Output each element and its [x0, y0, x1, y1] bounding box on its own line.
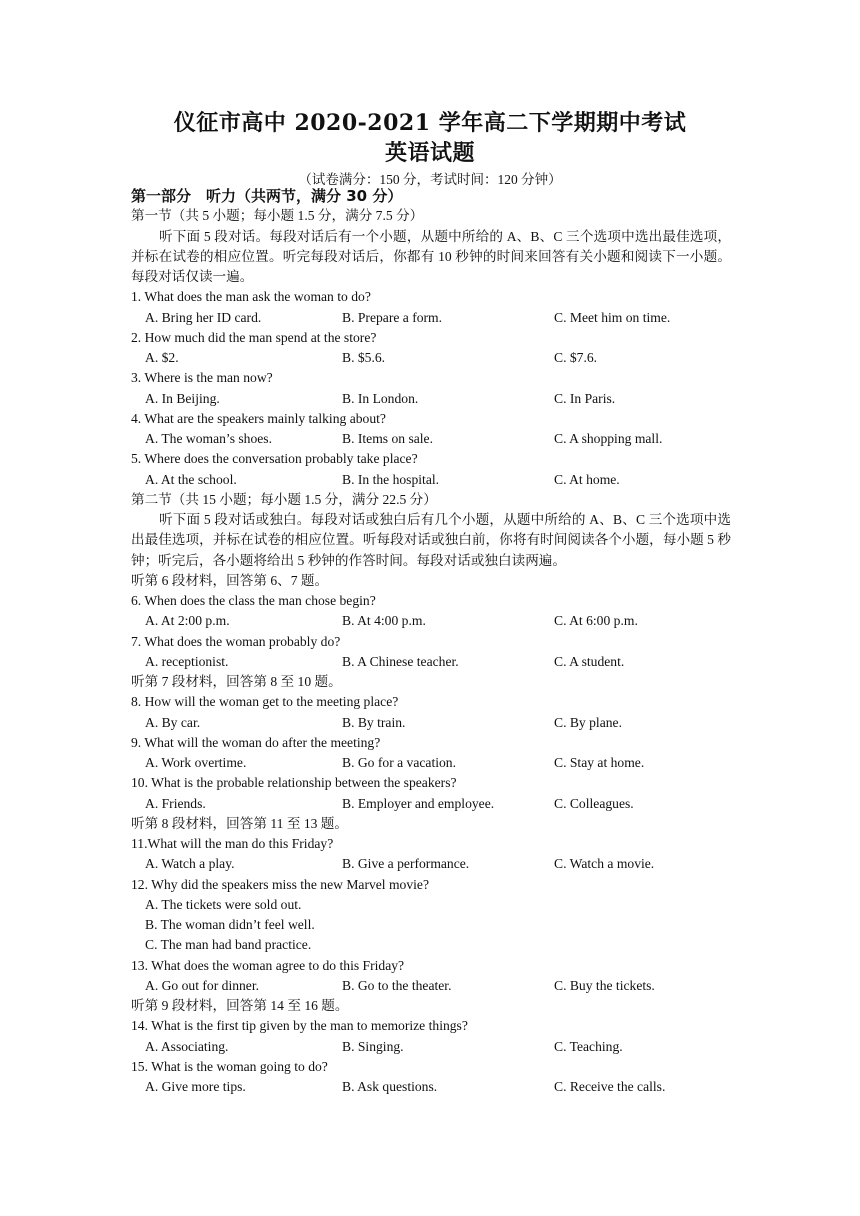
- option-c: C. Receive the calls.: [554, 1079, 666, 1094]
- option-b: B. Singing.: [342, 1038, 404, 1054]
- option-c: C. A student.: [554, 653, 625, 669]
- option-a: A. $2.: [145, 350, 179, 365]
- option-b: B. Give a performance.: [342, 856, 470, 872]
- option-c: C. $7.6.: [554, 350, 598, 365]
- question-5-options: [131, 470, 731, 490]
- option-b: B. Ask questions.: [342, 1079, 438, 1094]
- exam-info: （试卷满分：150 分，考试时间：120 分钟）: [298, 172, 562, 187]
- option-a: A. Watch a play.: [145, 856, 235, 872]
- question-4: 4. What are the speakers mainly talking about?: [131, 410, 386, 426]
- material-9-note: 听第 9 段材料，回答第 14 至 16 题。: [131, 998, 349, 1013]
- question-15-options: [131, 1077, 731, 1097]
- material-6-note: 听第 6 段材料，回答第 6、7 题。: [131, 572, 329, 588]
- question-1: 1. What does the man ask the woman to do?: [131, 289, 371, 305]
- question-2: 2. How much did the man spend at the store?: [131, 329, 377, 345]
- question-11-options: [131, 854, 731, 874]
- option-c: C. Watch a movie.: [554, 856, 655, 872]
- question-9-options: [131, 753, 731, 773]
- question-13: 13. What does the woman agree to do this Friday?: [131, 957, 405, 973]
- option-b: B. Items on sale.: [342, 431, 433, 446]
- option-c: C. Teaching.: [554, 1038, 623, 1054]
- option-a: A. By car.: [145, 714, 201, 730]
- question-3-options: [131, 389, 731, 409]
- option-a: A. Associating.: [145, 1038, 229, 1054]
- option-a: A. Work overtime.: [145, 755, 247, 770]
- question-9: 9. What will the woman do after the meeting?: [131, 734, 381, 750]
- exam-title: 仪征市高中 2020-2021 学年高二下学期期中考试: [173, 110, 687, 136]
- question-14-options: [131, 1037, 731, 1057]
- option-b: B. Prepare a form.: [342, 309, 443, 325]
- option-a: A. Bring her ID card.: [145, 309, 262, 325]
- option-b: B. By train.: [342, 714, 406, 730]
- option-c: C. Colleagues.: [554, 795, 634, 811]
- option-b: B. The woman didn’t feel well.: [145, 917, 315, 932]
- option-a: A. At the school.: [145, 471, 237, 487]
- question-15: 15. What is the woman going to do?: [131, 1058, 328, 1074]
- question-2-options: [131, 348, 731, 368]
- option-c: C. Meet him on time.: [554, 309, 671, 325]
- option-b: B. A Chinese teacher.: [342, 653, 459, 669]
- option-a: A. In Beijing.: [145, 390, 220, 406]
- option-b: B. In the hospital.: [342, 471, 440, 487]
- question-4-options: [131, 429, 731, 449]
- option-a: A. Give more tips.: [145, 1079, 246, 1094]
- option-b: B. Go for a vacation.: [342, 755, 457, 770]
- question-5: 5. Where does the conversation probably take place?: [131, 451, 418, 467]
- option-a: A. The woman’s shoes.: [145, 431, 272, 446]
- question-6: 6. When does the class the man chose begin?: [131, 593, 376, 608]
- option-b: B. Employer and employee.: [342, 795, 495, 811]
- option-c: C. At 6:00 p.m.: [554, 613, 638, 629]
- question-14: 14. What is the first tip given by the man to memorize things?: [131, 1018, 468, 1034]
- option-c: C. The man had band practice.: [145, 937, 312, 953]
- question-10: 10. What is the probable relationship between the speakers?: [131, 775, 457, 791]
- question-13-options: [131, 976, 731, 996]
- part-heading: 第一部分 听力（共两节，满分 30 分）: [131, 187, 403, 205]
- question-7: 7. What does the woman probably do?: [131, 633, 341, 649]
- option-a: A. Go out for dinner.: [145, 977, 260, 993]
- section2-heading: 第二节（共 15 小题；每小题 1.5 分，满分 22.5 分）: [131, 491, 437, 507]
- option-c: C. Stay at home.: [554, 755, 645, 770]
- section1-instructions: 听下面 5 段对话。每段对话后有一个小题，从题中所给的 A、B、C 三个选项中选出最佳选项，并标在试卷的相应位置。听完每段对话后，你都有 10 秒钟的时间来回答有关小题和阅读下一小题。每段对话仅读一遍。: [131, 228, 731, 284]
- question-12: 12. Why did the speakers miss the new Marvel movie?: [131, 876, 429, 892]
- question-8-options: [131, 713, 731, 733]
- option-c: C. In Paris.: [554, 390, 616, 406]
- question-7-options: [131, 652, 731, 672]
- exam-subject-title: 英语试题: [384, 140, 475, 166]
- material-7-note: 听第 7 段材料，回答第 8 至 10 题。: [131, 674, 342, 689]
- material-8-note: 听第 8 段材料，回答第 11 至 13 题。: [131, 815, 348, 831]
- option-b: B. In London.: [342, 390, 419, 406]
- option-a: A. Friends.: [145, 795, 206, 811]
- question-8: 8. How will the woman get to the meeting place?: [131, 694, 399, 710]
- option-b: B. Go to the theater.: [342, 977, 452, 993]
- option-a: A. The tickets were sold out.: [145, 896, 302, 912]
- question-6-options: [131, 611, 731, 631]
- option-b: B. $5.6.: [342, 350, 386, 365]
- option-c: C. By plane.: [554, 714, 622, 730]
- option-c: C. A shopping mall.: [554, 431, 663, 446]
- option-a: A. At 2:00 p.m.: [145, 613, 230, 629]
- option-a: A. receptionist.: [145, 653, 229, 669]
- option-b: B. At 4:00 p.m.: [342, 613, 426, 629]
- question-11: 11.What will the man do this Friday?: [131, 836, 334, 851]
- question-1-options: [131, 308, 731, 328]
- option-c: C. Buy the tickets.: [554, 977, 655, 993]
- section1-heading: 第一节（共 5 小题；每小题 1.5 分，满分 7.5 分）: [131, 208, 424, 224]
- question-3: 3. Where is the man now?: [131, 370, 273, 386]
- question-10-options: [131, 794, 731, 814]
- option-c: C. At home.: [554, 471, 620, 487]
- exam-content: [131, 186, 731, 1097]
- section2-instructions: 听下面 5 段对话或独白。每段对话或独白后有几个小题，从题中所给的 A、B、C 三个选项中选出最佳选项，并标在试卷的相应位置。听每段对话或独白前，你将有时间阅读各个小题，每小题 5 秒钟；听完后，各小题将给出 5 秒钟的作答时间。每段对话或独白读两遍。: [131, 512, 731, 568]
